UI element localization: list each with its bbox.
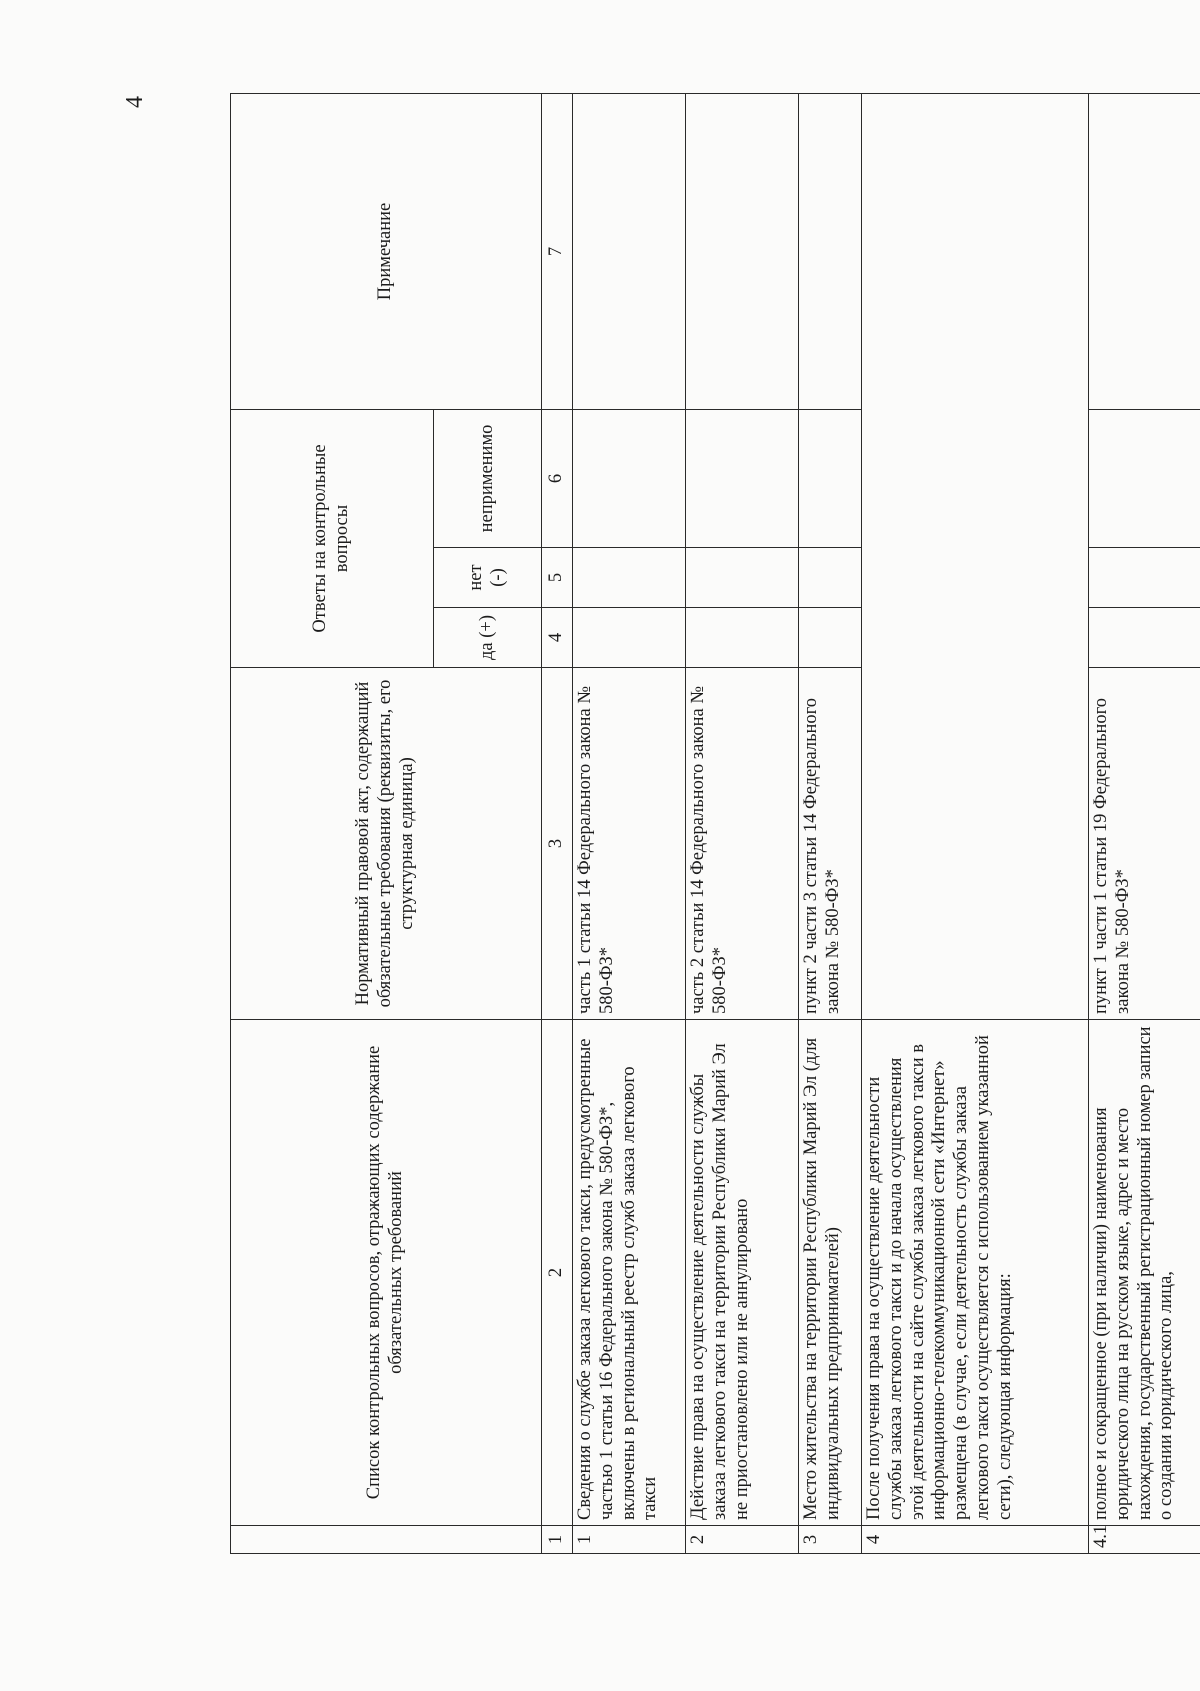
column-number: 3 bbox=[542, 668, 573, 1020]
column-number: 7 bbox=[542, 94, 573, 410]
row-number: 1 bbox=[573, 1526, 686, 1554]
row-number: 2 bbox=[686, 1526, 799, 1554]
answer-yes-cell[interactable] bbox=[799, 608, 862, 668]
table-row bbox=[862, 94, 1089, 1554]
note-cell[interactable] bbox=[573, 94, 686, 410]
row-number: 4.1 bbox=[1089, 1526, 1200, 1554]
table-row bbox=[686, 94, 799, 1554]
question-text: полное и сокращенное (при наличии) наименования юридического лица на русском языке, адрес и место нахождения, государственный регистрационный номер записи о создании юридического лица, bbox=[1089, 1020, 1200, 1526]
page-number: 4 bbox=[122, 96, 148, 108]
header-yes: да (+) bbox=[434, 608, 542, 668]
column-number-row bbox=[542, 94, 573, 1554]
header-legal-act: Нормативный правовой акт, содержащий обязательные требования (реквизиты, его структурная единица) bbox=[231, 668, 542, 1020]
answer-yes-cell[interactable] bbox=[686, 608, 799, 668]
question-text: Действие права на осуществление деятельности службы заказа легкового такси на территории Республики Марий Эл не приостановлено или не аннулировано bbox=[686, 1020, 799, 1526]
question-text: Сведения о службе заказа легкового такси, предусмотренные частью 1 статьи 16 Федерального закона № 580-ФЗ*, включены в региональный реестр служб заказа легкового такси bbox=[573, 1020, 686, 1526]
header-not-applicable: неприменимо bbox=[434, 410, 542, 548]
answer-na-cell[interactable] bbox=[799, 410, 862, 548]
table-row bbox=[573, 94, 686, 1554]
note-cell[interactable] bbox=[686, 94, 799, 410]
answer-yes-cell[interactable] bbox=[1089, 608, 1200, 668]
row-number: 4 bbox=[862, 1526, 1089, 1554]
answer-yes-cell[interactable] bbox=[573, 608, 686, 668]
question-text: Место жительства на территории Республики Марий Эл (для индивидуальных предпринимателей) bbox=[799, 1020, 862, 1526]
checklist-table bbox=[230, 93, 1200, 1554]
header-questions: Список контрольных вопросов, отражающих содержание обязательных требований bbox=[231, 1020, 542, 1526]
answer-no-cell[interactable] bbox=[1089, 548, 1200, 608]
table-row bbox=[1089, 94, 1200, 1554]
answer-na-cell[interactable] bbox=[686, 410, 799, 548]
table-row bbox=[799, 94, 862, 1554]
header-number bbox=[231, 1526, 542, 1554]
column-number: 4 bbox=[542, 608, 573, 668]
note-cell[interactable] bbox=[1089, 94, 1200, 410]
legal-act-text: часть 2 статьи 14 Федерального закона № 580-ФЗ* bbox=[686, 668, 799, 1020]
legal-act-text: пункт 1 части 1 статьи 19 Федерального закона № 580-ФЗ* bbox=[1089, 668, 1200, 1020]
answer-no-cell[interactable] bbox=[573, 548, 686, 608]
answer-na-cell[interactable] bbox=[1089, 410, 1200, 548]
answer-no-cell[interactable] bbox=[799, 548, 862, 608]
header-no: нет (-) bbox=[434, 548, 542, 608]
answer-na-cell[interactable] bbox=[573, 410, 686, 548]
answer-no-cell[interactable] bbox=[686, 548, 799, 608]
merged-empty-cell bbox=[862, 94, 1089, 1020]
column-number: 1 bbox=[542, 1526, 573, 1554]
rotated-table-container bbox=[230, 94, 1177, 1554]
column-number: 2 bbox=[542, 1020, 573, 1526]
note-cell[interactable] bbox=[799, 94, 862, 410]
column-number: 5 bbox=[542, 548, 573, 608]
header-note: Примечание bbox=[231, 94, 542, 410]
question-text: После получения права на осуществление деятельности службы заказа легкового такси и до начала осуществления этой деятельности на сайте службы заказа легкового такси в информационно-телекоммуникационной сети «Интернет» размещена (в случае, если деятельность службы заказа легкового такси осуществляется с использованием указанной сети), следующая информация: bbox=[862, 1020, 1089, 1526]
legal-act-text: часть 1 статьи 14 Федерального закона № 580-ФЗ* bbox=[573, 668, 686, 1020]
column-number: 6 bbox=[542, 410, 573, 548]
legal-act-text: пункт 2 части 3 статьи 14 Федерального закона № 580-ФЗ* bbox=[799, 668, 862, 1020]
row-number: 3 bbox=[799, 1526, 862, 1554]
header-answers: Ответы на контрольные вопросы bbox=[231, 410, 434, 668]
